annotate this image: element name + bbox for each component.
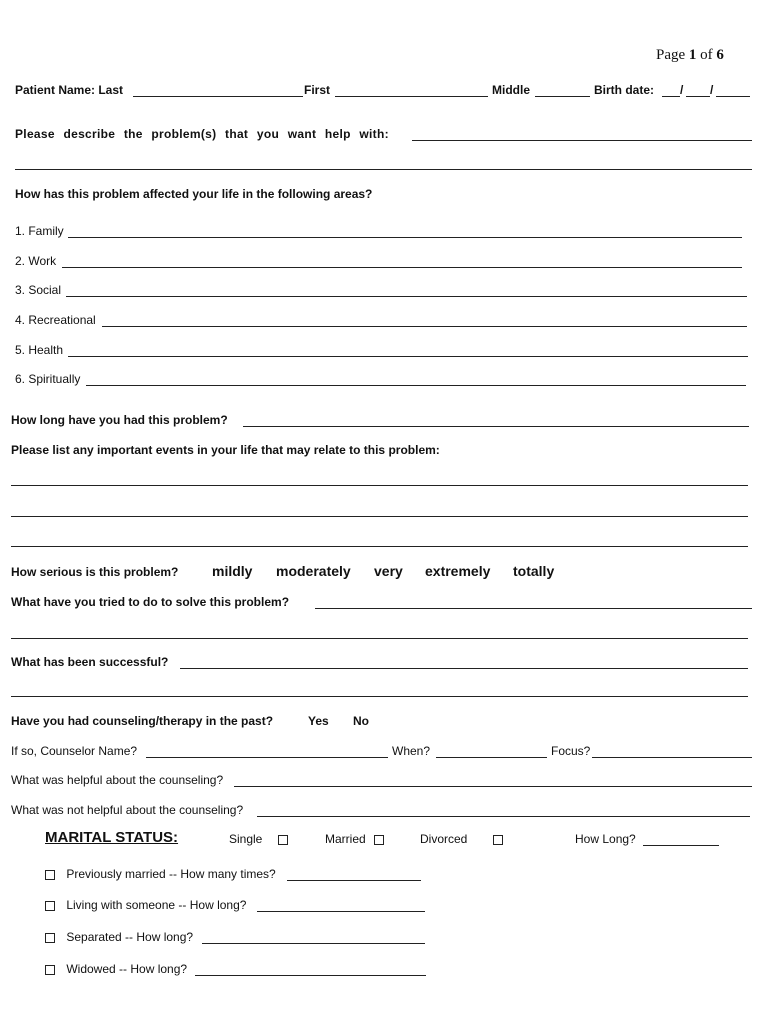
separated-field[interactable] <box>202 943 425 944</box>
middle-name-label: Middle <box>492 83 530 97</box>
problem-label: Please describe the problem(s) that you want help with: <box>15 127 389 141</box>
middle-name-field[interactable] <box>535 96 590 97</box>
previously-married-label: Previously married -- How many times? <box>66 867 276 881</box>
successful-label: What has been successful? <box>11 655 169 669</box>
widowed-checkbox[interactable] <box>45 965 55 975</box>
serious-option-mildly[interactable]: mildly <box>212 563 253 579</box>
successful-field-line-2[interactable] <box>11 696 748 697</box>
previously-married-item[interactable] <box>45 867 276 881</box>
counseling-no-option[interactable]: No <box>353 714 369 728</box>
counselor-name-field[interactable] <box>146 757 388 758</box>
marital-divorced-option[interactable] <box>420 832 503 846</box>
counseling-when-label: When? <box>392 744 431 758</box>
events-field-line-3[interactable] <box>11 546 748 547</box>
separated-item[interactable] <box>45 930 193 944</box>
problem-field-line-2[interactable] <box>15 169 752 170</box>
area-health-label: 5. Health <box>15 343 64 357</box>
birth-year-field[interactable] <box>716 96 750 97</box>
area-work-field[interactable] <box>62 267 742 268</box>
not-helpful-label: What was not helpful about the counseling? <box>11 803 244 817</box>
events-label: Please list any important events in your life that may relate to this problem: <box>11 443 440 457</box>
serious-option-totally[interactable]: totally <box>513 563 555 579</box>
area-health-field[interactable] <box>68 356 748 357</box>
last-name-field[interactable] <box>133 96 303 97</box>
marital-how-long-label: How Long? <box>575 832 636 846</box>
page-total: 6 <box>716 47 724 63</box>
problem-field[interactable] <box>412 140 752 141</box>
area-social-field[interactable] <box>66 296 747 297</box>
affected-label: How has this problem affected your life in the following areas? <box>15 187 373 201</box>
serious-option-very[interactable]: very <box>374 563 403 579</box>
page-label: Page <box>656 47 686 63</box>
area-spiritually-label: 6. Spiritually <box>15 372 81 386</box>
marital-married-option[interactable] <box>325 832 384 846</box>
marital-married-label: Married <box>325 832 366 846</box>
page-number <box>656 47 724 64</box>
last-name-label: Patient Name: Last <box>15 83 124 97</box>
widowed-label: Widowed -- How long? <box>66 962 188 976</box>
birth-date-sep-2: / <box>710 83 714 97</box>
separated-checkbox[interactable] <box>45 933 55 943</box>
tried-field-line-2[interactable] <box>11 638 748 639</box>
living-with-someone-field[interactable] <box>257 911 425 912</box>
area-family-label: 1. Family <box>15 224 64 238</box>
area-family-field[interactable] <box>68 237 742 238</box>
page-of: of <box>700 47 713 63</box>
counseling-label: Have you had counseling/therapy in the past? <box>11 714 274 728</box>
area-work-label: 2. Work <box>15 254 57 268</box>
helpful-label: What was helpful about the counseling? <box>11 773 224 787</box>
marital-single-option[interactable] <box>229 832 288 846</box>
tried-label: What have you tried to do to solve this problem? <box>11 595 290 609</box>
helpful-field[interactable] <box>234 786 752 787</box>
marital-status-title: MARITAL STATUS: <box>45 829 179 846</box>
first-name-field[interactable] <box>335 96 488 97</box>
first-name-label: First <box>304 83 331 97</box>
area-recreational-label: 4. Recreational <box>15 313 96 327</box>
area-spiritually-field[interactable] <box>86 385 746 386</box>
birth-day-field[interactable] <box>686 96 710 97</box>
counselor-name-label: If so, Counselor Name? <box>11 744 138 758</box>
counseling-when-field[interactable] <box>436 757 547 758</box>
events-field-line-1[interactable] <box>11 485 748 486</box>
living-with-someone-checkbox[interactable] <box>45 901 55 911</box>
marital-single-label: Single <box>229 832 263 846</box>
widowed-item[interactable] <box>45 962 187 976</box>
area-social-label: 3. Social <box>15 283 62 297</box>
events-field-line-2[interactable] <box>11 516 748 517</box>
how-long-label: How long have you had this problem? <box>11 413 228 427</box>
single-checkbox[interactable] <box>278 835 288 845</box>
marital-how-long-field[interactable] <box>643 845 719 846</box>
birth-date-sep-1: / <box>680 83 684 97</box>
widowed-field[interactable] <box>195 975 426 976</box>
previously-married-field[interactable] <box>287 880 421 881</box>
marital-divorced-label: Divorced <box>420 832 468 846</box>
serious-option-moderately[interactable]: moderately <box>276 563 351 579</box>
tried-field[interactable] <box>315 608 752 609</box>
birth-month-field[interactable] <box>662 96 680 97</box>
counseling-focus-field[interactable] <box>592 757 752 758</box>
not-helpful-field[interactable] <box>257 816 750 817</box>
birth-date-label: Birth date: <box>594 83 654 97</box>
separated-label: Separated -- How long? <box>66 930 194 944</box>
divorced-checkbox[interactable] <box>493 835 503 845</box>
married-checkbox[interactable] <box>374 835 384 845</box>
serious-label: How serious is this problem? <box>11 565 179 579</box>
serious-option-extremely[interactable]: extremely <box>425 563 491 579</box>
counseling-focus-label: Focus? <box>551 744 591 758</box>
page-current: 1 <box>688 47 697 63</box>
counseling-yes-option[interactable]: Yes <box>308 714 329 728</box>
living-with-someone-label: Living with someone -- How long? <box>66 898 247 912</box>
area-recreational-field[interactable] <box>102 326 747 327</box>
how-long-field[interactable] <box>243 426 749 427</box>
previously-married-checkbox[interactable] <box>45 870 55 880</box>
living-with-someone-item[interactable] <box>45 898 246 912</box>
successful-field[interactable] <box>180 668 748 669</box>
